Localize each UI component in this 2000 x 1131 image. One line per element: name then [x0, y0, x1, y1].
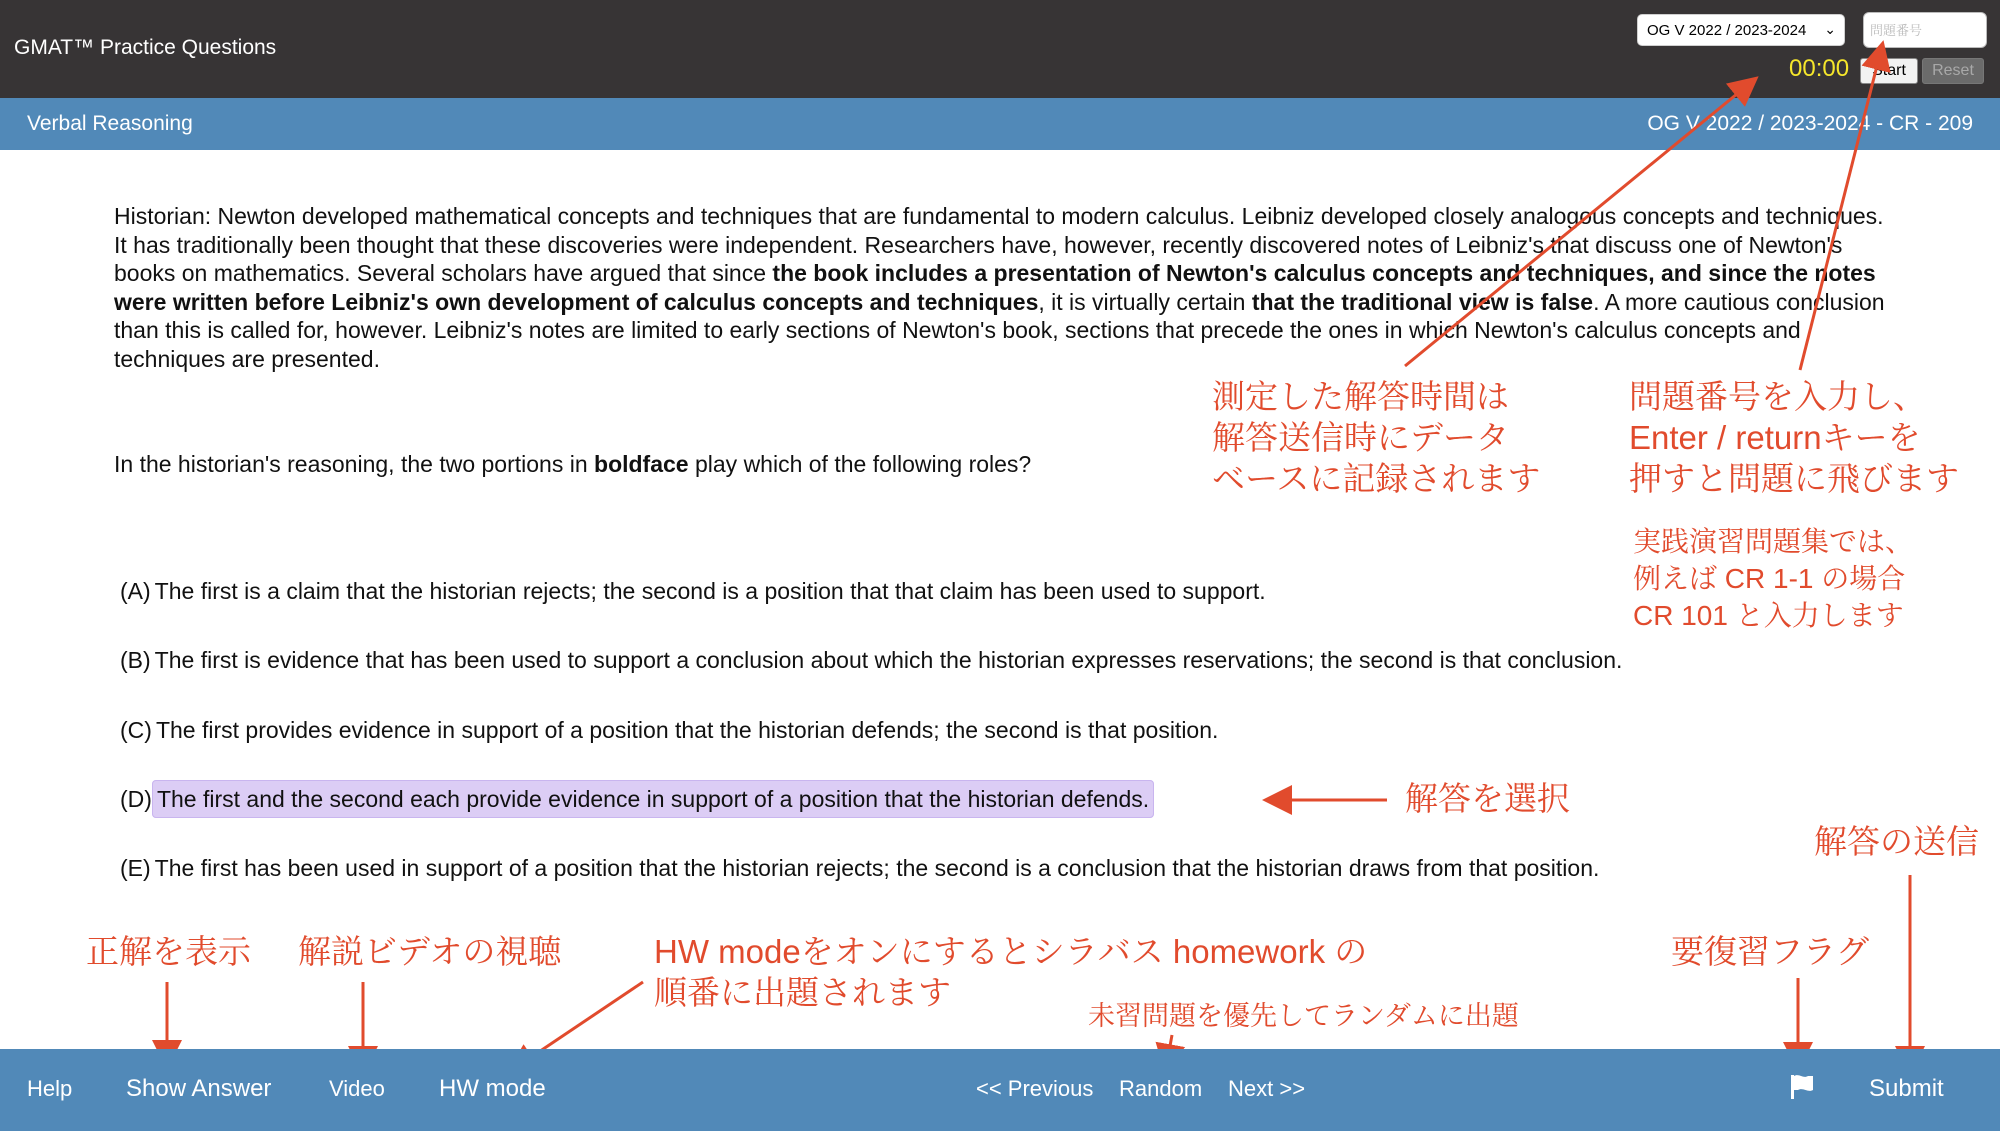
- passage-text: . A more cautious conclusion than this is called for, however. Leibniz's notes are limited to early sections of Newton's book, sections that precede the ones in which Newton's calculus concepts and techniques are presented.: [114, 288, 1885, 372]
- annotation-line: 例えば CR 1-1 の場合: [1633, 563, 1906, 594]
- timer-start-button[interactable]: Start: [1860, 58, 1918, 84]
- arrow-to-timer: [1405, 80, 1754, 366]
- choice-letter: (C): [120, 717, 152, 743]
- arrow-to-question-number: [1800, 46, 1882, 370]
- show-answer-button[interactable]: Show Answer: [126, 1075, 272, 1102]
- annotation-flag-note: 要復習フラグ: [1671, 933, 1869, 970]
- choice-text[interactable]: The first is evidence that has been used to support a conclusion about which the historian expresses reservations; the second is that conclusion.: [154, 647, 1623, 673]
- choice-text[interactable]: The first is a claim that the historian rejects; the second is a position that that claim has been used to support.: [154, 578, 1266, 604]
- annotation-line: 問題番号を入力し、: [1629, 378, 1926, 415]
- choice-letter: (D): [120, 786, 152, 812]
- video-button[interactable]: Video: [329, 1076, 385, 1101]
- annotation-line: 順番に出題されます: [654, 974, 951, 1011]
- next-button[interactable]: Next >>: [1228, 1076, 1306, 1101]
- annotation-random-note: 未習問題を優先してランダムに出題: [1088, 1001, 1519, 1031]
- choice-letter: (A): [120, 578, 151, 604]
- choice-letter: (B): [120, 647, 151, 673]
- stem-boldface: boldface: [594, 451, 689, 477]
- random-button[interactable]: Random: [1119, 1076, 1203, 1101]
- passage-text: , it is virtually certain: [1038, 288, 1252, 315]
- annotation-line: 押すと問題に飛びます: [1629, 460, 1959, 497]
- chevron-down-icon: ⌄: [1824, 21, 1836, 37]
- annotation-select-note: 解答を選択: [1405, 780, 1570, 817]
- stem-text: play which of the following roles?: [688, 451, 1032, 477]
- app-title: GMAT™ Practice Questions: [14, 36, 277, 59]
- choice-text[interactable]: The first provides evidence in support of a position that the historian defends; the second is that position.: [155, 717, 1219, 743]
- choice-letter: (E): [120, 855, 151, 881]
- question-id: OG V 2022 / 2023-2024 - CR - 209: [1647, 112, 1973, 135]
- hw-mode-button[interactable]: HW mode: [439, 1075, 546, 1102]
- annotation-line: CR 101 と入力します: [1633, 600, 1904, 631]
- annotation-show-answer-note: 正解を表示: [86, 933, 251, 970]
- annotation-submit-note: 解答の送信: [1814, 823, 1979, 860]
- help-button[interactable]: Help: [27, 1076, 73, 1101]
- timer-reset-button[interactable]: Reset: [1922, 58, 1984, 84]
- annotation-line: HW modeをオンにするとシラバス homework の: [654, 933, 1368, 970]
- passage-text: Historian: Newton developed mathematical concepts and techniques that are fundamental to modern calculus. Leibniz developed closely analogous concepts and techniques. It has traditionally been thought that these discoveries were independent. Researchers have, however, recently discovered notes of Leibniz's that discuss one of Newton's books on mathematics. Several scholars have argued that since: [114, 203, 1884, 286]
- section-label: Verbal Reasoning: [27, 112, 193, 135]
- bottom-bar: [0, 1049, 2000, 1131]
- flag-button[interactable]: [1788, 1073, 1816, 1107]
- annotation-line: 測定した解答時間は: [1212, 378, 1509, 415]
- submit-button[interactable]: Submit: [1869, 1075, 1944, 1102]
- question-set-value: OG V 2022 / 2023-2024: [1647, 22, 1807, 39]
- timer-display: 00:00: [1789, 55, 1850, 82]
- choice-text-selected[interactable]: The first and the second each provide evidence in support of a position that the historian defends.: [152, 780, 1154, 818]
- stem-text: In the historian's reasoning, the two portions in: [114, 451, 595, 477]
- annotation-line: 解答送信時にデータ: [1212, 419, 1509, 456]
- annotation-video-note: 解説ビデオの視聴: [298, 933, 562, 970]
- passage-boldface-1: the book includes a presentation of Newton's calculus concepts and techniques, and since the notes were written before Leibniz's own development of calculus concepts and techniques: [114, 260, 1876, 315]
- flag-icon: [1788, 1073, 1816, 1101]
- annotation-line: 実践演習問題集では、: [1633, 526, 1914, 557]
- choice-text[interactable]: The first has been used in support of a position that the historian rejects; the second is a conclusion that the historian draws from that position.: [154, 855, 1600, 881]
- annotation-line: Enter / returnキーを: [1629, 419, 1921, 456]
- previous-button[interactable]: << Previous: [976, 1076, 1094, 1101]
- passage-boldface-2: that the traditional view is false: [1251, 288, 1594, 315]
- annotation-line: ベースに記録されます: [1212, 460, 1541, 497]
